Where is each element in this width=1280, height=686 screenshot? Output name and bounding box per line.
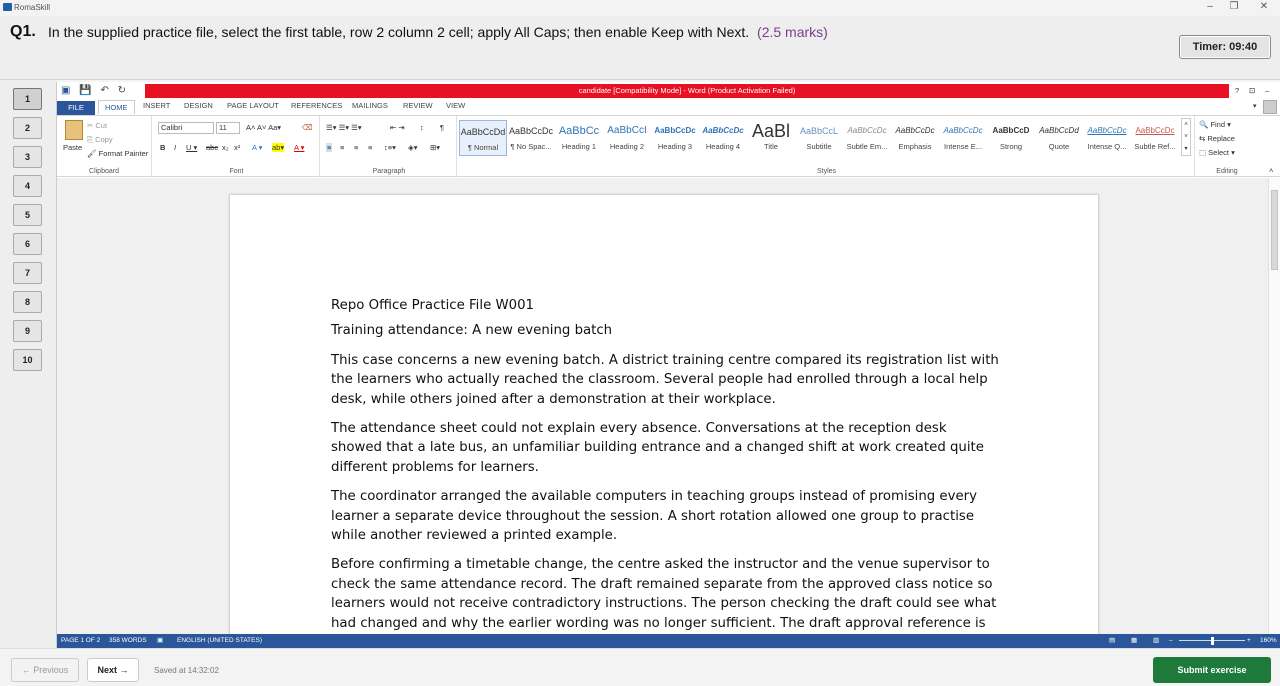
word-titlebar [57,82,1280,99]
style-preview: AaBbCcDc [847,126,887,135]
document-area [57,178,1269,634]
account-avatar[interactable]: ▾ [1253,103,1257,110]
style-name: Subtle Em... [846,142,888,151]
style-intense-emphasis[interactable] [939,120,987,156]
style-name: Subtle Ref... [1134,142,1176,151]
tab-design[interactable]: DESIGN [184,101,213,110]
strikethrough-button[interactable]: abc [206,143,219,152]
question-marks: (2.5 marks) [757,24,828,40]
question-nav-4[interactable]: 4 [13,175,42,197]
tab-mailings[interactable]: MAILINGS [352,101,388,110]
font-name-select[interactable]: Calibri [158,122,214,134]
question-nav-5[interactable]: 5 [13,204,42,226]
previous-button[interactable]: ← Previous [11,658,79,682]
clipboard-group-label: Clipboard [89,168,119,175]
paragraph-group [322,116,457,177]
document-paragraph: The coordinator arranged the available computers in teaching groups instead of promising every learner a separate device throughout the session. A short rotation allowed one group to practise while another reviewed a printed example. [331,489,977,544]
style-name: Intense Q... [1087,142,1127,151]
status-bar [57,634,1280,648]
zoom-in-icon[interactable]: + [1247,637,1251,644]
style-name: ¶ No Spac... [510,142,552,151]
question-nav-6[interactable]: 6 [13,233,42,255]
submit-exercise-button[interactable]: Submit exercise [1153,657,1271,683]
style-name: Emphasis [898,142,932,151]
timer-badge: Timer: 09:40 [1179,35,1271,59]
style-preview: AaBl [751,121,791,141]
close-button[interactable]: ✕ [1259,1,1269,12]
style-quote[interactable] [1035,120,1083,156]
app-title: RomaSkill [14,3,51,12]
style-name: Heading 3 [657,142,693,151]
pilcrow-icon[interactable]: ¶ [440,123,445,132]
font-size-select[interactable]: 11 [216,122,240,134]
style-preview: AaBbCc [558,125,600,137]
style-name: Heading 1 [561,142,597,151]
find-button[interactable]: 🔍 Find ▾ [1199,120,1231,129]
word-count[interactable]: 358 WORDS [109,637,147,644]
cut-label: Cut [95,121,108,130]
font-group-label: Font [229,168,244,175]
quick-access-toolbar [61,85,132,96]
style-name: Title [764,142,778,151]
font-color-icon[interactable]: A ▾ [294,143,305,152]
replace-button[interactable]: ⇆ Replace [1199,134,1235,143]
style-preview: AaBbCcDc [1135,126,1175,135]
question-number: Q1. [10,23,36,40]
style-preview: AaBbCcI [607,125,647,136]
find-label: Find [1210,120,1226,129]
select-label: Select [1208,148,1230,157]
copy-button[interactable]: ⎘ Copy [87,135,113,144]
zoom-level[interactable]: 160% [1260,637,1277,644]
editing-group-label: Editing [1216,168,1238,175]
style-preview: AaBbCcD [992,126,1030,135]
tab-view[interactable]: VIEW [446,101,466,110]
scrollbar-thumb[interactable] [1271,190,1278,270]
align-right-icon[interactable]: ≡ [354,143,359,152]
style-name: Intense E... [944,142,982,151]
vertical-scrollbar[interactable] [1268,178,1280,634]
style-intense-quote[interactable] [1083,120,1131,156]
word-window [56,82,1280,648]
style-name: Heading 4 [705,142,741,151]
paragraph-group-label: Paragraph [372,168,406,175]
collapse-ribbon-icon[interactable]: ˄ [1269,166,1274,175]
language-indicator[interactable]: ENGLISH (UNITED STATES) [177,637,262,644]
justify-icon[interactable]: ≡ [368,143,373,152]
bold-button[interactable]: B [160,143,166,152]
minimize-button[interactable]: – [1207,1,1213,12]
maximize-button[interactable]: ❐ [1229,1,1239,12]
format-painter-label: Format Painter [98,149,149,158]
proofing-icon[interactable]: ▣ [157,637,164,644]
style-title[interactable] [747,120,795,156]
paste-button[interactable]: Paste [63,143,83,152]
style-preview: AaBbCcDc [654,126,696,135]
ribbon-tabs [57,99,1280,115]
question-navigator [0,80,56,648]
saved-status: Saved at 14:32:02 [154,666,219,675]
document-paragraph: The attendance sheet could not explain every absence. Conversations at the reception desk showed that a late bus, an unfamiliar building entrance and a changed shift at work created quite different problems for learners. [331,421,984,475]
replace-label: Replace [1207,134,1235,143]
document-subtitle-line: Training attendance: A new evening batch [331,323,613,339]
text-effects-icon[interactable]: A ▾ [252,143,263,152]
question-nav-7[interactable]: 7 [13,262,42,284]
line-spacing-icon[interactable]: ↕≡▾ [384,143,396,152]
indent-icon[interactable]: ⇤ ⇥ [390,123,405,132]
question-nav-8[interactable]: 8 [13,291,42,313]
tab-page-layout[interactable]: PAGE LAYOUT [227,101,279,110]
style-name: Quote [1048,142,1070,151]
style-no-spacing[interactable] [507,120,555,156]
zoom-slider-thumb[interactable] [1211,637,1214,645]
question-header [0,16,1280,80]
tab-home[interactable]: HOME [98,100,135,114]
question-instruction: In the supplied practice file, select the first table, row 2 column 2 cell; apply All Caps; then enable Keep with Next. [48,24,750,40]
question-nav-3[interactable]: 3 [13,146,42,168]
style-name: Heading 2 [609,142,645,151]
style-preview: AaBbCcDc [1087,126,1127,135]
underline-button[interactable]: U ▾ [186,143,198,152]
style-preview: AaBbCcDd [1039,126,1079,135]
tab-references[interactable]: REFERENCES [291,101,343,110]
save-icon[interactable]: 💾 [79,85,92,96]
style-preview: AaBbCcDc [508,126,553,136]
styles-scroll-icon[interactable]: ˄ ˅ ▾ [1181,118,1191,156]
document-paragraph: Before confirming a timetable change, the centre asked the instructor and the venue supervisor to check the same attendance record. The draft remained separate from the approved class notice so learners would not receive contradictory instructions. The person checking the draft could see what had changed and why the earlier wording was no longer sufficient. The draft approval reference is [331,557,997,631]
font-group [154,116,320,177]
style-heading-2[interactable] [603,120,651,156]
ribbon-home [57,115,1280,177]
style-preview: AaBbCcDc [895,126,935,135]
italic-button[interactable]: I [174,143,177,152]
print-layout-icon[interactable]: ▦ [1131,637,1138,644]
style-subtle-reference[interactable] [1131,120,1179,156]
page-count[interactable]: PAGE 1 OF 2 [61,637,101,644]
document-content[interactable] [331,296,1001,643]
style-subtle-emphasis[interactable] [843,120,891,156]
document-paragraph: This case concerns a new evening batch. A district training centre compared its registration list with the learners who actually reached the classroom. Several people had enrolled through a local help desk, while others joined after a demonstration at their workplace. [331,352,999,407]
style-name: Strong [999,142,1023,151]
highlight-icon[interactable]: ab▾ [272,143,285,152]
paste-icon[interactable] [65,120,83,140]
style-preview: AaBbCcDd [460,127,506,137]
style-emphasis[interactable] [891,120,939,156]
copy-label: Copy [95,135,113,144]
superscript-button[interactable]: x² [234,143,241,152]
footer-bar [0,648,1280,686]
tab-insert[interactable]: INSERT [143,101,171,110]
style-preview: AaBbCcDc [943,126,983,135]
shading-icon[interactable]: ◈▾ [408,143,418,152]
editing-group [1197,116,1257,177]
styles-group [459,116,1195,177]
redo-icon[interactable]: ↻ [117,85,127,96]
question-text [48,24,828,40]
format-painter-button[interactable]: 🖌 Format Painter [87,149,149,158]
help-icon[interactable]: ? [1235,86,1240,95]
question-nav-9[interactable]: 9 [13,320,42,342]
style-heading-3[interactable] [651,120,699,156]
align-center-icon[interactable]: ≡ [340,143,345,152]
app-titlebar [0,0,1280,16]
word-window-title: candidate [Compatibility Mode] - Word (Product Activation Failed) [145,84,1229,98]
grow-font-icon[interactable]: A˄ A˅ Aa▾ [246,123,282,132]
select-button[interactable]: ⬚ Select ▾ [1199,148,1235,157]
app-logo-icon [3,3,12,11]
word-icon: ▣ [61,85,71,96]
tab-file[interactable]: FILE [57,101,95,115]
tab-review[interactable]: REVIEW [403,101,433,110]
undo-icon[interactable]: ↶ [100,85,109,96]
borders-icon[interactable]: ⊞▾ [430,143,441,152]
align-left-icon[interactable]: ≡ [327,143,332,152]
style-preview: AaBbCcL [799,126,839,136]
style-normal[interactable] [459,120,507,156]
style-subtitle[interactable] [795,120,843,156]
web-layout-icon[interactable]: ▥ [1153,637,1160,644]
cut-button[interactable]: ✂ Cut [87,121,108,130]
question-nav-10[interactable]: 10 [13,349,42,371]
styles-group-label: Styles [816,168,837,175]
avatar[interactable] [1263,100,1277,114]
style-preview: AaBbCcDc [702,126,744,135]
word-minimize-icon[interactable]: – [1265,86,1270,95]
next-button[interactable]: Next → [87,658,139,682]
bullets-icon[interactable]: ☰▾ ☰▾ ☰▾ [326,123,362,132]
clear-formatting-icon[interactable]: ⌫ [302,123,313,132]
read-mode-icon[interactable]: ▤ [1109,637,1116,644]
subscript-button[interactable]: x₂ [222,143,229,152]
style-heading-1[interactable] [555,120,603,156]
zoom-out-icon[interactable]: – [1169,637,1173,644]
style-name: ¶ Normal [467,143,499,152]
style-name: Subtitle [806,142,832,151]
sort-icon[interactable]: ↕ [420,123,424,132]
ribbon-options-icon[interactable]: ⊡ [1249,86,1256,95]
style-heading-4[interactable] [699,120,747,156]
style-strong[interactable] [987,120,1035,156]
question-nav-1[interactable]: 1 [13,88,42,110]
question-nav-2[interactable]: 2 [13,117,42,139]
document-title-line: Repo Office Practice File W001 [331,298,535,313]
document-page[interactable] [229,194,1099,654]
clipboard-group [57,116,152,177]
